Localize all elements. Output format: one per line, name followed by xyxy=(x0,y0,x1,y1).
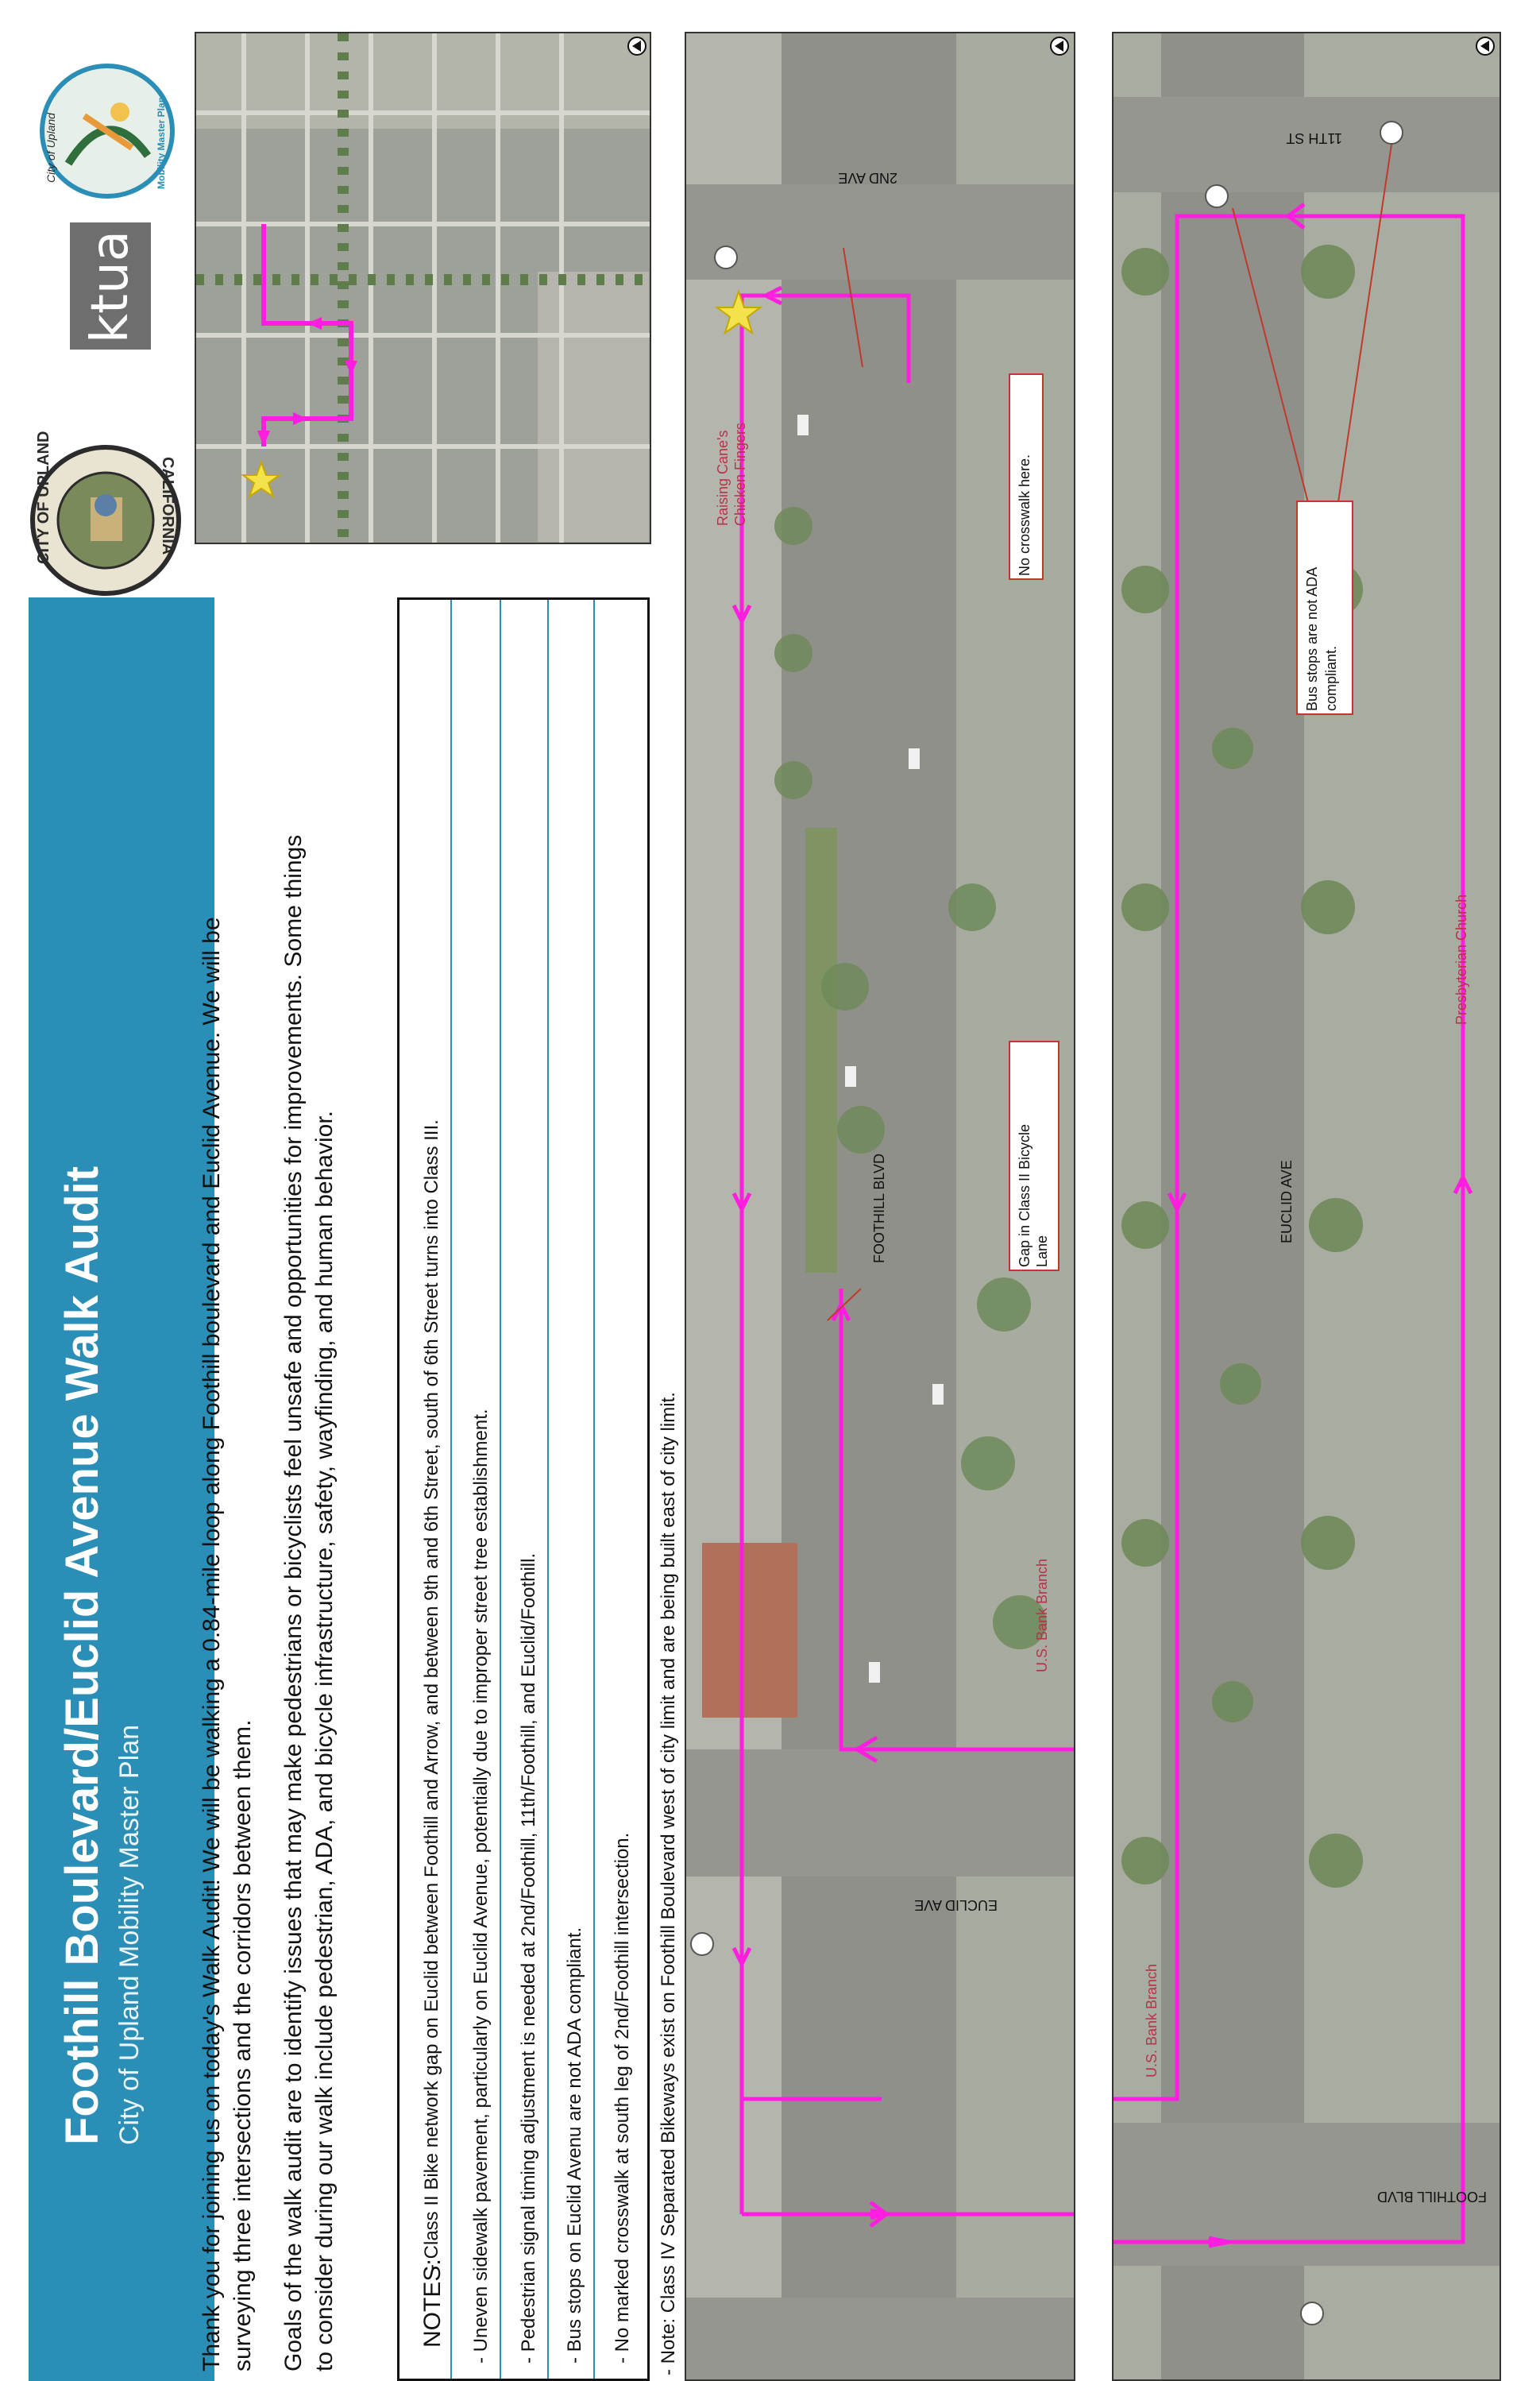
page-title: Foothill Boulevard/Euclid Avenue Walk Audit xyxy=(56,1165,108,2145)
mmp-logo-text-bottom: Mobility Master Plan xyxy=(156,96,167,189)
note-item-4: - Bus stops on Euclid Avenu are not ADA compliant. xyxy=(564,1927,585,2364)
notes-divider xyxy=(547,600,549,2379)
seal-text-bottom: CALIFORNIA xyxy=(159,457,176,555)
mmp-logo-text-top: City of Upland xyxy=(44,113,57,183)
label-us-bank-branch-right: U.S. Bank Branch xyxy=(1144,1963,1160,2078)
intro-paragraph-2-line-2: to consider during our walk include pedestrian, ADA, and bicycle infrastructure, safety, wayfinding, and human behavior. xyxy=(311,1111,338,2371)
callout-bus-stops-text-1: Bus stops are not ADA xyxy=(1304,566,1320,711)
intro-paragraph-1-line-1: Thank you for joining us on today's Walk Audit! We will be walking a 0.84-mile loop along Foothill boulevard and Euclid Avenue. We will be xyxy=(199,917,225,2371)
label-raising-canes-line-1: Raising Cane's xyxy=(715,430,731,526)
ktua-logo-text: ktua xyxy=(81,230,140,343)
mobility-emblem-icon xyxy=(44,68,170,194)
seal-emblem-icon xyxy=(35,450,176,591)
label-raising-canes-line-2: Chicken Fingers xyxy=(732,422,748,526)
label-foothill-blvd: FOOTHILL BLVD xyxy=(871,1153,887,1263)
callout-bike-gap-text-1: Gap in Class II Bicycle xyxy=(1017,1123,1032,1267)
label-us-bank-branch: U.S. Bank Branch xyxy=(1034,1558,1050,1672)
overview-map xyxy=(195,32,651,544)
note-item-2: - Uneven sidewalk pavement, particularly on Euclid Avenue, potentially due to improper street tree establishment. xyxy=(470,1409,492,2364)
note-item-3: - Pedestrian signal timing adjustment is needed at 2nd/Foothill, 11th/Foothill, and Euclid/Foothill. xyxy=(518,1552,539,2364)
callout-bike-gap-text-2: Lane xyxy=(1034,1235,1050,1267)
label-presbyterian-church: Presbyterian Church xyxy=(1453,894,1469,1025)
page-subtitle: City of Upland Mobility Master Plan xyxy=(114,1724,145,2145)
notes-divider xyxy=(593,600,595,2379)
callout-bus-stops-text-2: compliant. xyxy=(1323,645,1339,711)
note-item-6: - Note: Class IV Separated Bikeways exist on Foothill Boulevard west of city limit and are being built east of city limit. xyxy=(658,1392,679,2375)
callout-no-crosswalk-text: No crosswalk here. xyxy=(1017,454,1032,576)
label-euclid-ave-right: EUCLID AVE xyxy=(1279,1160,1295,1243)
note-item-1: - Class II Bike network gap on Euclid between Foothill and Arrow, and between 9th and 6th Street, south of 6th Street turns into Class III. xyxy=(421,1119,442,2271)
notes-header: NOTES: xyxy=(419,2259,446,2348)
label-euclid-ave: EUCLID AVE xyxy=(914,1897,998,1913)
notes-divider xyxy=(500,600,501,2379)
label-2nd-ave: 2ND AVE xyxy=(838,170,897,186)
intro-paragraph-1-line-2: surveying three intersections and the corridors between them. xyxy=(230,1719,256,2371)
right-map xyxy=(1112,32,1501,2381)
intro-paragraph-2-line-1: Goals of the walk audit are to identify issues that may make pedestrians or bicyclists feel unsafe and opportunities for improvements. Some things xyxy=(280,834,307,2371)
label-foothill-blvd-right: FOOTHILL BLVD xyxy=(1376,2189,1487,2205)
seal-text-top: CITY OF UPLAND xyxy=(35,431,52,564)
note-item-5: - No marked crosswalk at south leg of 2nd/Foothill intersection. xyxy=(612,1832,633,2364)
label-11th-st: 11TH ST xyxy=(1286,130,1342,146)
notes-divider xyxy=(450,600,452,2379)
mobility-master-plan-logo xyxy=(40,64,175,199)
